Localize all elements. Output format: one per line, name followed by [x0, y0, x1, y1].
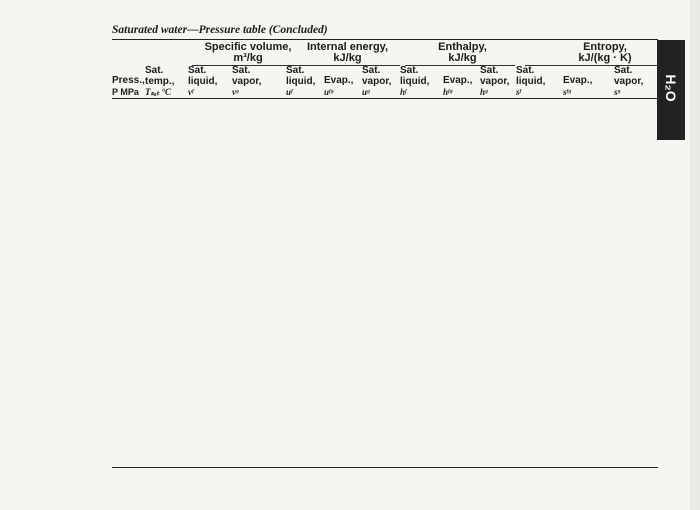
group-entropy — [545, 42, 665, 64]
side-tab-label: H₂O — [663, 74, 679, 102]
group-unit: kJ/(kg · K) — [578, 52, 632, 64]
header-symbol: uᶠ — [286, 87, 293, 97]
header-hfg — [443, 76, 472, 97]
group-title: Internal energy, — [306, 41, 389, 53]
header-text: Sat. — [188, 65, 207, 76]
page-edge — [690, 0, 700, 510]
header-symbol: vᵍ — [232, 87, 239, 97]
header-symbol: hᵍ — [480, 87, 488, 97]
group-title: Entropy, — [583, 41, 627, 53]
header-unit: P MPa — [112, 86, 139, 97]
header-text: Sat. — [145, 65, 164, 76]
header-text: vapor, — [480, 75, 510, 87]
header-text: Sat. — [480, 65, 499, 76]
group-enthalpy — [405, 42, 520, 64]
header-text: temp., — [145, 75, 175, 87]
header-rule — [112, 98, 658, 99]
header-sfg — [563, 76, 592, 97]
header-symbol: hᶠ — [400, 87, 407, 97]
group-unit: m³/kg — [233, 52, 263, 64]
bottom-rule — [112, 467, 658, 468]
side-tab — [657, 40, 685, 140]
header-symbol: vᶠ — [188, 87, 194, 97]
header-text: Sat. — [516, 65, 535, 76]
header-text: Sat. — [362, 65, 381, 76]
group-unit: kJ/kg — [448, 52, 477, 64]
header-text: Sat. — [286, 65, 305, 76]
header-symbol: uᶠᵍ — [324, 86, 334, 97]
header-ug — [362, 66, 391, 98]
group-title: Specific volume, — [204, 41, 292, 53]
group-internal-energy — [285, 42, 410, 64]
header-symbol: hᶠᵍ — [443, 86, 453, 97]
group-title: Enthalpy, — [438, 41, 487, 53]
header-sf — [516, 66, 545, 98]
header-text: Evap., — [563, 75, 593, 86]
table-caption: Saturated water—Pressure table (Concluded) — [112, 24, 328, 36]
header-ufg — [324, 76, 353, 97]
header-text: liquid, — [400, 75, 430, 87]
header-symbol: sᶠᵍ — [563, 86, 571, 97]
header-text: liquid, — [286, 75, 316, 87]
header-unit: Tₛₐₜ °C — [145, 87, 172, 97]
header-symbol: sᶠ — [516, 87, 522, 97]
header-text: vapor, — [362, 75, 392, 87]
group-unit: kJ/kg — [333, 52, 362, 64]
header-hg — [480, 66, 509, 98]
header-text: Sat. — [400, 65, 419, 76]
header-symbol: uᵍ — [362, 87, 370, 97]
header-text: vapor, — [232, 75, 262, 87]
header-uf — [286, 66, 315, 98]
header-vf — [188, 66, 217, 98]
header-temp — [145, 66, 174, 98]
header-sg — [614, 66, 643, 98]
header-text: Sat. — [614, 65, 633, 76]
header-text: liquid, — [516, 75, 546, 87]
header-text: Evap., — [443, 75, 473, 86]
header-text: liquid, — [188, 75, 218, 87]
header-vg — [232, 66, 261, 98]
top-rule — [112, 39, 658, 40]
header-hf — [400, 66, 429, 98]
header-text: Evap., — [324, 75, 354, 86]
header-text: Sat. — [232, 65, 251, 76]
header-text: Press., — [112, 75, 145, 86]
header-symbol: sᵍ — [614, 87, 621, 97]
header-text: vapor, — [614, 75, 644, 87]
header-press — [112, 76, 145, 97]
